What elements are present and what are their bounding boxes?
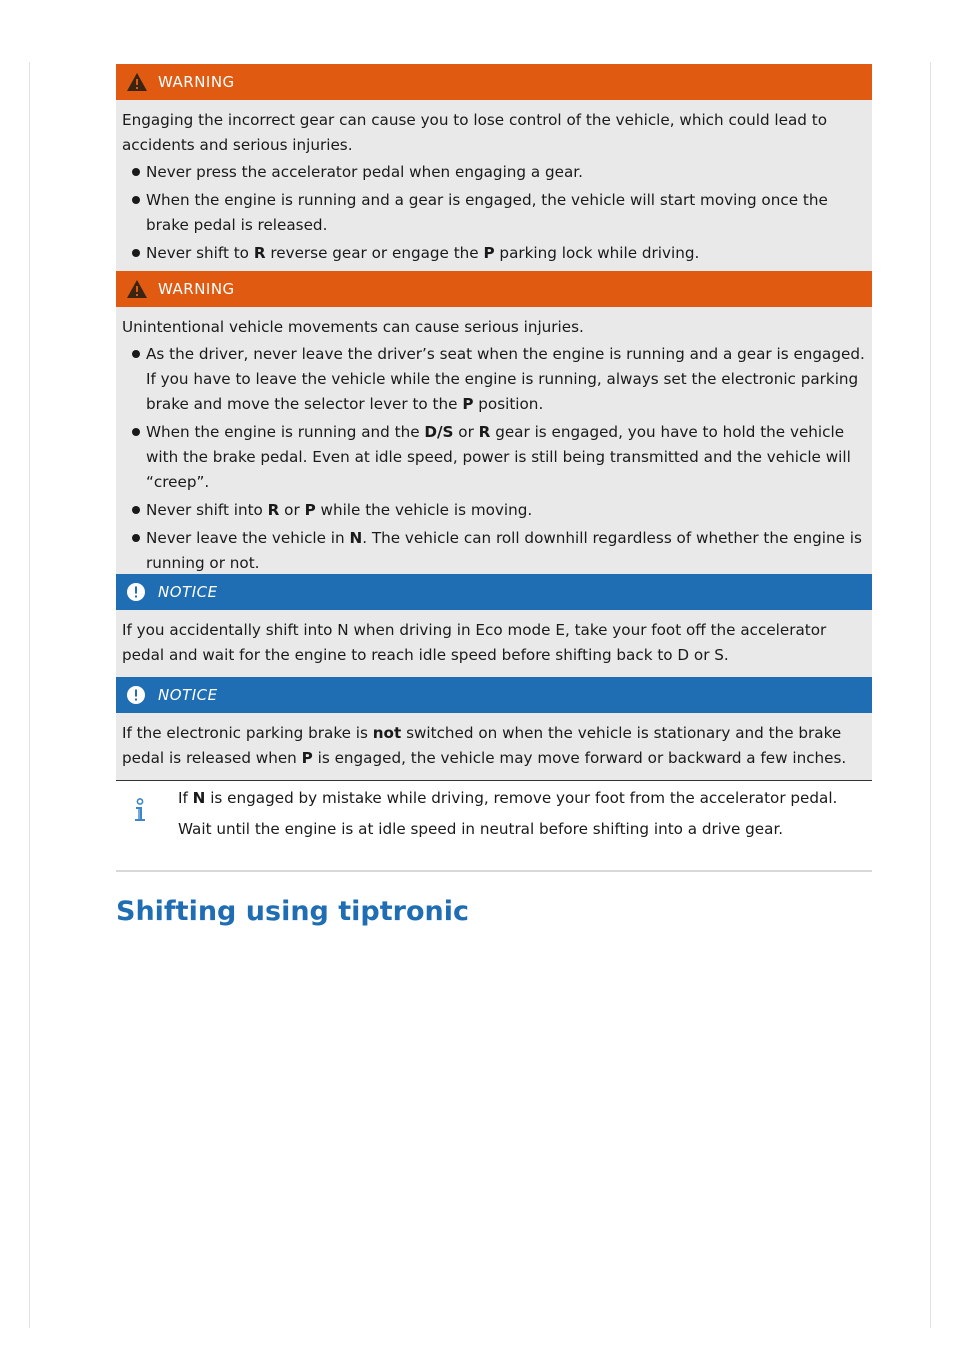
bullet-item <box>122 160 866 185</box>
bullet-item <box>122 342 866 417</box>
text-run: while the vehicle is moving. <box>315 501 533 519</box>
section-divider <box>116 870 872 872</box>
warning-label: WARNING <box>158 280 235 298</box>
section-heading: Shifting using tiptronic <box>116 896 470 927</box>
emphasis: R <box>253 244 266 262</box>
info-line <box>178 786 872 811</box>
info-icon <box>132 798 148 824</box>
text-run: is engaged by mistake while driving, remove your foot from the accelerator pedal. <box>205 789 838 807</box>
emphasis: P <box>483 244 495 262</box>
warning-bullet-list <box>122 160 866 266</box>
bullet-dot-icon <box>132 506 140 514</box>
exclamation-circle-icon <box>126 582 146 602</box>
text-run: Never press the accelerator pedal when engaging a gear. <box>146 163 583 181</box>
bullet-item <box>122 498 866 523</box>
text-run: gear is engaged, you have to hold the vehicle with the brake pedal. Even at idle speed, power is still being transmitted and the vehicle will “creep”. <box>146 423 851 491</box>
emphasis: P <box>304 501 316 519</box>
bullet-item <box>122 420 866 495</box>
info-note <box>116 786 872 848</box>
warning-label: WARNING <box>158 73 235 91</box>
page-margin-right <box>930 62 931 1328</box>
text-run: Never shift into <box>146 501 268 519</box>
emphasis: P <box>462 395 474 413</box>
warning-triangle-icon <box>126 72 148 92</box>
notice-body <box>116 610 872 677</box>
notice-body <box>116 713 872 780</box>
bullet-dot-icon <box>132 350 140 358</box>
warning-intro: Engaging the incorrect gear can cause you to lose control of the vehicle, which could lead to accidents and serious injuries. <box>122 111 828 154</box>
warning-box-1 <box>116 64 872 279</box>
emphasis: N <box>349 529 363 547</box>
notice-label: NOTICE <box>158 583 218 601</box>
notice-text <box>122 618 866 668</box>
warning-body <box>116 100 872 278</box>
notice-box-2 <box>116 677 872 781</box>
text-run: As the driver, never leave the driver’s seat when the engine is running and a gear is engaged. If you have to leave the vehicle while the engine is running, always set the electronic parking brake and move the selector lever to the <box>146 345 865 413</box>
text-run: or <box>453 423 479 441</box>
bullet-item <box>122 241 866 266</box>
bullet-item <box>122 526 866 576</box>
text-run: . The vehicle can roll downhill regardless of whether the engine is running or not. <box>146 529 862 572</box>
info-lines <box>116 786 872 842</box>
text-run: or <box>279 501 305 519</box>
bullet-item <box>122 188 866 238</box>
warning-triangle-icon <box>126 279 148 299</box>
warning-bullet-list <box>122 342 866 576</box>
emphasis: not <box>372 724 402 742</box>
emphasis: D/S <box>424 423 454 441</box>
text-run: Wait until the engine is at idle speed in neutral before shifting into a drive gear. <box>178 820 784 838</box>
text-run: Never shift to <box>146 244 254 262</box>
text-run: If the electronic parking brake is <box>122 724 373 742</box>
info-line <box>178 817 872 842</box>
emphasis: P <box>301 749 313 767</box>
warning-intro: Unintentional vehicle movements can cause serious injuries. <box>122 318 584 336</box>
notice-label: NOTICE <box>158 686 218 704</box>
notice-header <box>116 574 872 610</box>
text-run: is engaged, the vehicle may move forward or backward a few inches. <box>312 749 847 767</box>
text-run: Never leave the vehicle in <box>146 529 350 547</box>
text-run: If <box>178 789 193 807</box>
notice-header <box>116 677 872 713</box>
bullet-dot-icon <box>132 428 140 436</box>
bullet-dot-icon <box>132 534 140 542</box>
warning-header <box>116 271 872 307</box>
notice-box-1 <box>116 574 872 678</box>
bullet-dot-icon <box>132 196 140 204</box>
exclamation-circle-icon <box>126 685 146 705</box>
emphasis: N <box>192 789 206 807</box>
emphasis: R <box>267 501 280 519</box>
text-run: When the engine is running and a gear is engaged, the vehicle will start moving once the brake pedal is released. <box>146 191 828 234</box>
text-run: position. <box>473 395 544 413</box>
text-run: parking lock while driving. <box>494 244 700 262</box>
text-run: switched on when the vehicle is stationary and the brake pedal is released when <box>122 724 842 767</box>
warning-header <box>116 64 872 100</box>
warning-box-2 <box>116 271 872 589</box>
bullet-dot-icon <box>132 249 140 257</box>
notice-text <box>122 721 866 771</box>
text-run: When the engine is running and the <box>146 423 425 441</box>
text-run: If you accidentally shift into N when driving in Eco mode E, take your foot off the accelerator pedal and wait for the engine to reach idle speed before shifting back to D or S. <box>122 621 827 664</box>
page-margin-left <box>29 62 30 1328</box>
emphasis: R <box>478 423 491 441</box>
text-run: reverse gear or engage the <box>265 244 484 262</box>
bullet-dot-icon <box>132 168 140 176</box>
warning-body <box>116 307 872 588</box>
